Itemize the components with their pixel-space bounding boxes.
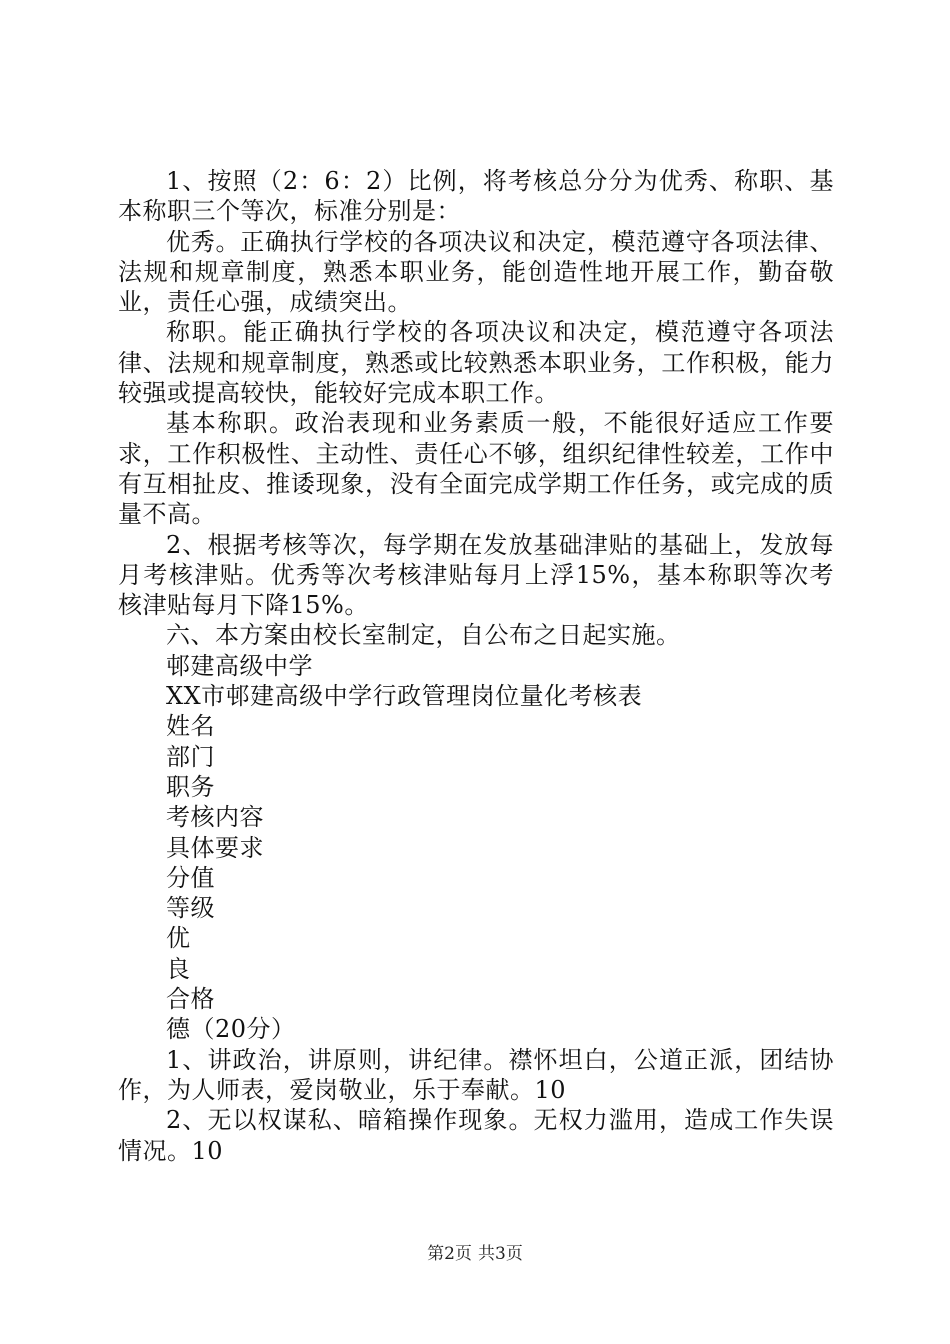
paragraph-competent: 称职。能正确执行学校的各项决议和决定，模范遵守各项法律、法规和规章制度，熟悉或比较熟悉本职业务，工作积极，能力较强或提高较快，能较好完成本职工作。: [118, 318, 834, 408]
paragraph-school-name: 邨建高级中学: [166, 651, 313, 680]
page-number-total: 共3页: [478, 1244, 523, 1264]
paragraph-allowance: 2、根据考核等次，每学期在发放基础津贴的基础上，发放每月考核津贴。优秀等次考核津贴每月上浮15%，基本称职等次考核津贴每月下降15%。: [118, 530, 834, 620]
page-footer: [0, 1244, 950, 1264]
paragraph-field-name: 姓名: [166, 712, 215, 741]
paragraph-field-grade: 等级: [166, 894, 215, 923]
page-number-current: 第2页: [427, 1244, 472, 1264]
paragraph-grade-excellent: 优: [166, 924, 191, 953]
paragraph-field-position: 职务: [166, 772, 215, 801]
document-body: [118, 166, 834, 1166]
paragraph-morality-item-1: 1、讲政治，讲原则，讲纪律。襟怀坦白，公道正派，团结协作，为人师表，爱岗敬业，乐于奉献。10: [118, 1045, 834, 1104]
paragraph-morality-section: 德（20分）: [166, 1015, 296, 1044]
paragraph-grading-ratio: 1、按照（2：6：2）比例，将考核总分分为优秀、称职、基本称职三个等次，标准分别是：: [118, 167, 834, 226]
paragraph-field-requirements: 具体要求: [166, 833, 264, 862]
paragraph-basically-competent: 基本称职。政治表现和业务素质一般，不能很好适应工作要求，工作积极性、主动性、责任心不够，组织纪律性较差，工作中有互相扯皮、推诿现象，没有全面完成学期工作任务，或完成的质量不高。: [118, 409, 834, 529]
paragraph-grade-pass: 合格: [166, 985, 215, 1014]
paragraph-table-title: XX市邨建高级中学行政管理岗位量化考核表: [166, 682, 643, 711]
paragraph-field-department: 部门: [166, 742, 215, 771]
paragraph-morality-item-2: 2、无以权谋私、暗箱操作现象。无权力滥用，造成工作失误情况。10: [118, 1106, 834, 1165]
paragraph-implementation: 六、本方案由校长室制定，自公布之日起实施。: [166, 621, 681, 650]
paragraph-field-score: 分值: [166, 863, 215, 892]
paragraph-grade-good: 良: [166, 954, 191, 983]
paragraph-field-content: 考核内容: [166, 803, 264, 832]
paragraph-excellent: 优秀。正确执行学校的各项决议和决定，模范遵守各项法律、法规和规章制度，熟悉本职业务，能创造性地开展工作，勤奋敬业，责任心强，成绩突出。: [118, 227, 834, 317]
